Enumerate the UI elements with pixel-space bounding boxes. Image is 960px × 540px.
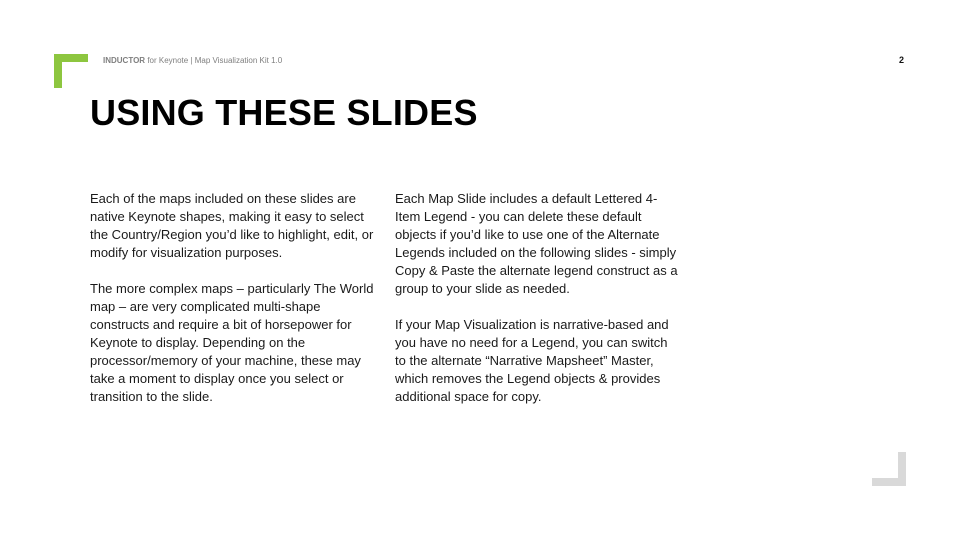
- gray-corner-mark: [872, 452, 906, 486]
- page-number: 2: [898, 55, 904, 65]
- left-text-column: [90, 190, 375, 424]
- header-subtitle: for Keynote | Map Visualization Kit 1.0: [147, 56, 283, 65]
- body-paragraph: Each Map Slide includes a default Lettered 4-Item Legend - you can delete these default objects if you’d like to use one of the Alternate Legends included on the following slides - simply Copy & Paste the alternate legend construct as a group to your slide as needed.: [395, 191, 678, 296]
- body-paragraph: If your Map Visualization is narrative-based and you have no need for a Legend, you can switch to the alternate “Narrative Mapsheet” Master, which removes the Legend objects & provides additional space for copy.: [395, 317, 669, 404]
- body-paragraph: The more complex maps – particularly The World map – are very complicated multi-shape constructs and require a bit of horsepower for Keynote to display. Depending on the processor/memory of your machine, these may take a moment to display once you select or transition to the slide.: [90, 281, 374, 404]
- body-paragraph: Each of the maps included on these slides are native Keynote shapes, making it easy to select the Country/Region you’d like to highlight, edit, or modify for visualization purposes.: [90, 191, 374, 260]
- page-title: USING THESE SLIDES: [90, 92, 478, 133]
- brand-name: INDUCTOR: [103, 56, 146, 65]
- right-text-column: [395, 190, 680, 424]
- slide-header: [103, 56, 282, 65]
- accent-corner-mark: [54, 54, 88, 88]
